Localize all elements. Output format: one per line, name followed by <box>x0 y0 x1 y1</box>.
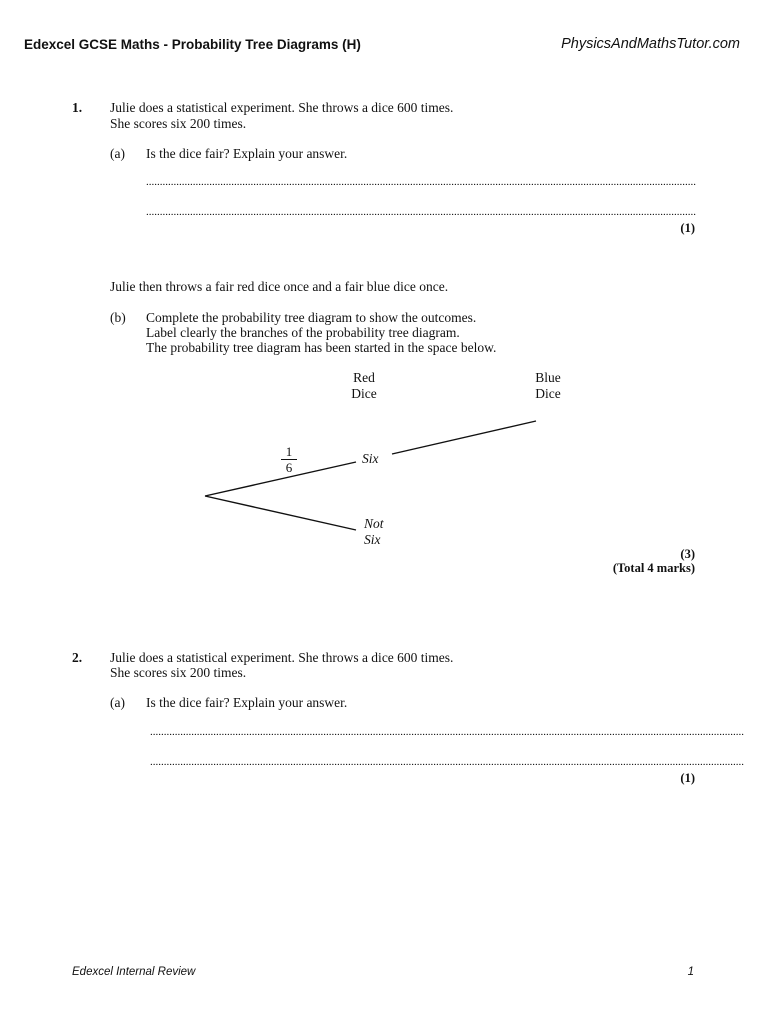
question-1-number: 1. <box>72 100 83 115</box>
probability-six-fraction <box>281 445 297 474</box>
fraction-denominator: 6 <box>285 460 293 475</box>
footer-source: Edexcel Internal Review <box>72 966 196 978</box>
blue-dice-heading-line2: Dice <box>535 386 561 401</box>
outcome-not-six-line1: Not <box>364 516 384 531</box>
question-2-part-a-label: (a) <box>110 695 125 710</box>
question-2-part-a-marks: (1) <box>680 771 695 785</box>
answer-line[interactable]: ........................................................................................................................................................................................................ <box>146 176 696 188</box>
question-1-part-a-text: Is the dice fair? Explain your answer. <box>146 146 348 161</box>
page-number: 1 <box>687 966 694 978</box>
question-2-intro-line1: Julie does a statistical experiment. She throws a dice 600 times. <box>110 650 454 665</box>
answer-line[interactable]: ........................................................................................................................................................................................................................ <box>150 726 744 738</box>
question-1-part-b-marks: (3) <box>680 547 695 561</box>
question-1-part-b-line2: Label clearly the branches of the probability tree diagram. <box>146 325 460 340</box>
question-1-intro-line2: She scores six 200 times. <box>110 116 247 131</box>
question-2-part-a-text: Is the dice fair? Explain your answer. <box>146 695 348 710</box>
question-1-context: Julie then throws a fair red dice once and a fair blue dice once. <box>110 279 449 294</box>
outcome-not-six-line2: Six <box>364 532 381 547</box>
red-dice-heading-line1: Red <box>353 370 375 385</box>
question-1-part-b-line1: Complete the probability tree diagram to show the outcomes. <box>146 310 477 325</box>
answer-line[interactable]: ........................................................................................................................................................................................................................ <box>150 756 744 768</box>
outcome-six-label: Six <box>362 451 379 466</box>
branch-blue-from-six <box>392 421 536 454</box>
answer-line[interactable]: ........................................................................................................................................................................................................ <box>146 206 696 218</box>
question-1-part-a-label: (a) <box>110 146 125 161</box>
fraction-numerator: 1 <box>285 444 293 459</box>
question-1-total-marks: (Total 4 marks) <box>612 561 695 575</box>
branch-red-not-six <box>205 496 356 530</box>
red-dice-heading-line2: Dice <box>351 386 377 401</box>
question-2-number: 2. <box>72 650 83 665</box>
outcome-not-six-label <box>364 516 384 548</box>
question-2-intro-line2: She scores six 200 times. <box>110 665 247 680</box>
site-name: PhysicsAndMathsTutor.com <box>561 36 740 52</box>
question-1-intro-line1: Julie does a statistical experiment. She throws a dice 600 times. <box>110 100 454 115</box>
document-title: Edexcel GCSE Maths - Probability Tree Diagrams (H) <box>24 37 361 52</box>
question-1-part-a-marks: (1) <box>680 221 695 235</box>
blue-dice-heading-line1: Blue <box>535 370 561 385</box>
question-1-part-b-line3: The probability tree diagram has been started in the space below. <box>146 340 497 355</box>
question-1-part-b-label: (b) <box>110 310 126 325</box>
